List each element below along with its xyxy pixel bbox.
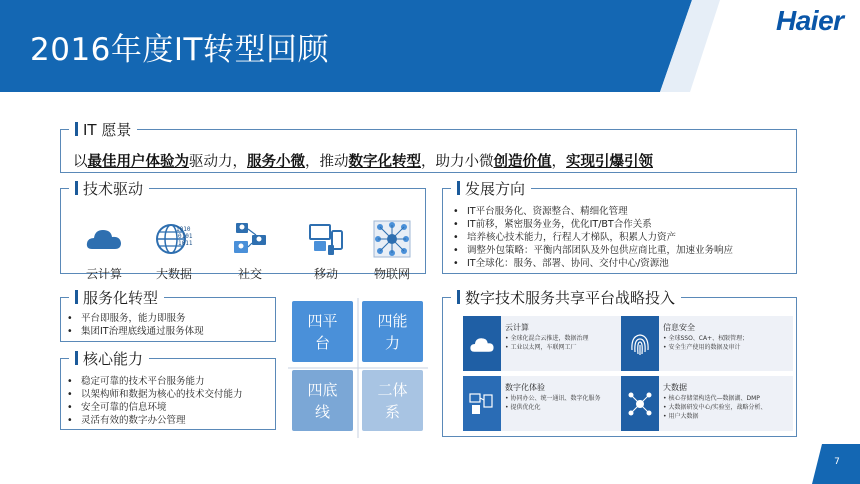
page-number: 7 bbox=[834, 457, 840, 467]
haier-logo: Haier bbox=[776, 5, 844, 36]
globe-data-icon bbox=[154, 219, 194, 259]
list-item: • 调整外包策略：平衡内部团队及外包供应商比重，加速业务响应 bbox=[451, 244, 733, 257]
card-lines bbox=[505, 394, 600, 412]
card-big-data bbox=[621, 376, 793, 431]
vision-statement bbox=[73, 150, 653, 171]
card-lines bbox=[505, 334, 588, 352]
vision-text-segment: 驱动力， bbox=[189, 154, 247, 170]
tech-label: 云计算 bbox=[85, 267, 122, 281]
card-lines bbox=[663, 394, 766, 421]
platform-box bbox=[442, 289, 797, 437]
vision-keyword: 服务小微 bbox=[247, 154, 305, 170]
tile-four-platforms: 四平台 bbox=[292, 301, 353, 362]
list-item: • IT全球化：服务、部署、协同、交付中心/资源池 bbox=[451, 257, 733, 270]
vision-box bbox=[60, 121, 797, 173]
card-line: • 用户大数据 bbox=[663, 412, 766, 421]
list-item: • 灵活有效的数字办公管理 bbox=[65, 414, 243, 427]
list-item: • IT前移，紧密服务业务，优化IT/BT合作关系 bbox=[451, 218, 733, 231]
card-title: 大数据 bbox=[663, 383, 687, 392]
svg-text:1010: 1010 bbox=[176, 226, 191, 233]
vision-text-segment: 以 bbox=[73, 154, 88, 170]
vision-keyword: 创造价值 bbox=[493, 154, 552, 170]
big-data-icon bbox=[626, 390, 654, 418]
tech-item-social bbox=[215, 219, 285, 282]
card-title: 信息安全 bbox=[663, 323, 695, 332]
core-box bbox=[60, 350, 276, 430]
servicization-list bbox=[65, 312, 204, 338]
direction-list bbox=[451, 205, 733, 270]
card-line: • 安全生产使用的数据及审计 bbox=[663, 343, 748, 352]
platform-title: 数字技术服务共享平台战略投入 bbox=[451, 287, 681, 308]
header-band bbox=[0, 0, 860, 92]
tech-label: 大数据 bbox=[155, 267, 192, 281]
card-line: • 提供优化化 bbox=[505, 403, 600, 412]
card-line: • 大数据研发中心/实验室，战略分析、 bbox=[663, 403, 766, 412]
servicization-title: 服务化转型 bbox=[69, 287, 164, 308]
tech-item-iot bbox=[357, 219, 427, 282]
tech-item-bigdata bbox=[139, 219, 209, 282]
list-item: • 稳定可靠的技术平台服务能力 bbox=[65, 375, 243, 388]
tech-label: 社交 bbox=[237, 267, 262, 281]
card-line: • 全球SSO、CA+、权限管理； bbox=[663, 334, 748, 343]
card-image bbox=[463, 316, 501, 371]
card-line: • 全球化混合云推进，数据治理 bbox=[505, 334, 588, 343]
list-item: • 以架构师和数据为核心的技术交付能力 bbox=[65, 388, 243, 401]
list-item: • 集团IT治理底线通过服务体现 bbox=[65, 325, 204, 338]
core-list bbox=[65, 375, 243, 427]
direction-box bbox=[442, 180, 797, 274]
tile-two-systems: 二体系 bbox=[362, 370, 423, 431]
mobile-devices-icon bbox=[306, 219, 346, 259]
vision-text-segment: ，助力小微 bbox=[421, 154, 494, 170]
card-line: • 工业以太网，车联网工厂 bbox=[505, 343, 588, 352]
card-line: • 核心存储架构迭代—数据湖、DMP bbox=[663, 394, 766, 403]
card-title: 云计算 bbox=[505, 323, 529, 332]
servicization-box bbox=[60, 289, 276, 342]
core-title: 核心能力 bbox=[69, 348, 149, 369]
card-security bbox=[621, 316, 793, 371]
list-item: • 安全可靠的信息环境 bbox=[65, 401, 243, 414]
card-image bbox=[463, 376, 501, 431]
direction-title: 发展方向 bbox=[451, 178, 531, 199]
tech-item-cloud bbox=[69, 219, 139, 282]
page-title: 2016年度IT转型回顾 bbox=[30, 32, 329, 68]
social-network-icon bbox=[230, 219, 270, 259]
card-digital-experience bbox=[463, 376, 635, 431]
card-lines bbox=[663, 334, 748, 352]
tech-label: 物联网 bbox=[373, 267, 410, 281]
card-image bbox=[621, 376, 659, 431]
card-title: 数字化体验 bbox=[505, 383, 545, 392]
tech-box bbox=[60, 180, 426, 281]
svg-text:0101: 0101 bbox=[178, 233, 193, 240]
card-cloud bbox=[463, 316, 635, 371]
vision-keyword: 数字化转型 bbox=[348, 154, 421, 170]
devices-icon bbox=[468, 392, 496, 416]
vision-text-segment: ， bbox=[551, 154, 566, 170]
tile-four-baselines: 四底线 bbox=[292, 370, 353, 431]
list-item: • 平台即服务，能力即服务 bbox=[65, 312, 204, 325]
card-image bbox=[621, 316, 659, 371]
tech-title: 技术驱动 bbox=[69, 178, 149, 199]
fingerprint-icon bbox=[628, 330, 652, 358]
tile-four-capabilities: 四能力 bbox=[362, 301, 423, 362]
svg-text:1011: 1011 bbox=[178, 240, 193, 247]
list-item: • IT平台服务化、资源整合、精细化管理 bbox=[451, 205, 733, 218]
vision-text-segment: ，推动 bbox=[305, 154, 349, 170]
card-line: • 协同办公、统一通讯、数字化服务 bbox=[505, 394, 600, 403]
vision-title: IT 愿景 bbox=[69, 119, 137, 140]
vision-keyword: 最佳用户体验为 bbox=[87, 154, 189, 170]
tech-item-mobile bbox=[291, 219, 361, 282]
vision-keyword: 实现引爆引领 bbox=[566, 154, 653, 170]
list-item: • 培养核心技术能力，行程人才梯队，积累人力资产 bbox=[451, 231, 733, 244]
cloud-icon bbox=[469, 335, 495, 353]
tech-label: 移动 bbox=[313, 267, 338, 281]
iot-network-icon bbox=[372, 219, 412, 259]
cloud-icon bbox=[84, 219, 124, 259]
